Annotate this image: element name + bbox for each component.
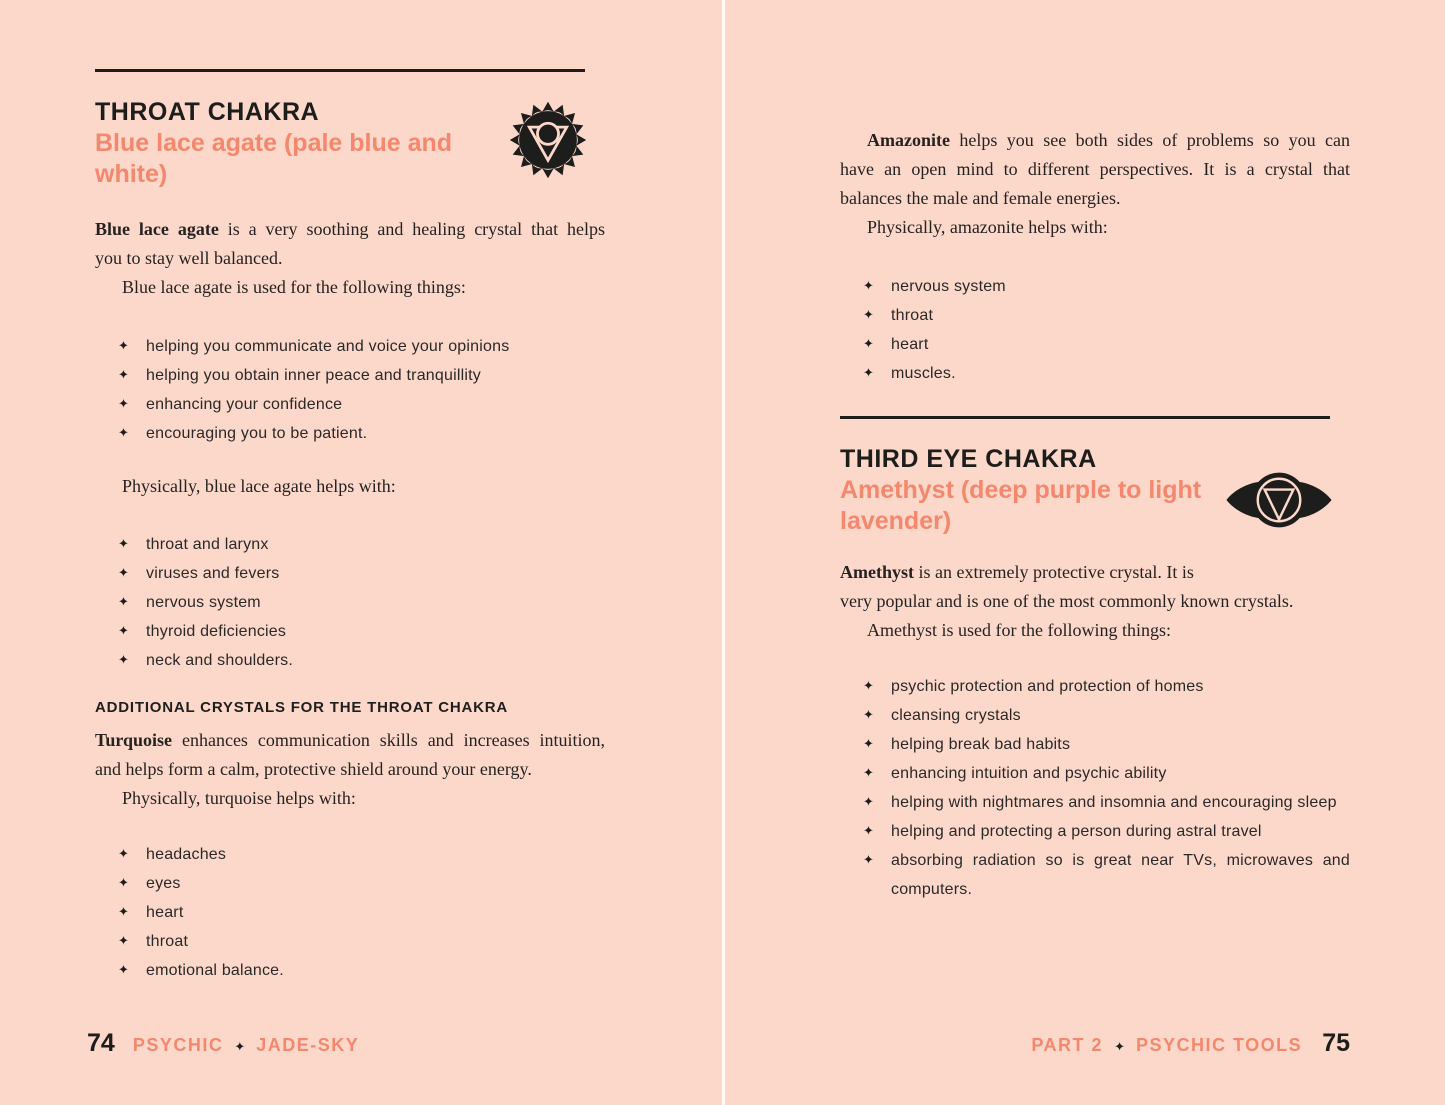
footer-star-icon: ✦ — [1114, 1040, 1125, 1055]
list-item: ✦ throat and larynx — [95, 530, 605, 559]
list-item: ✦ absorbing radiation so is great near TVs, microwaves and computers. — [840, 846, 1350, 904]
section-title: THIRD EYE CHAKRA — [840, 445, 1097, 473]
amazonite-paragraph: Amazonite helps you see both sides of problems so you can have an open mind to different perspectives. It is a crystal that balances the male and female energies. Physically, amazonite helps with: — [840, 126, 1350, 242]
page-right — [840, 0, 1350, 1105]
list-item: ✦ encouraging you to be patient. — [95, 419, 605, 448]
running-book-title: PSYCHIC — [132, 1035, 224, 1055]
star-bullet-icon: ✦ — [118, 934, 130, 949]
star-bullet-icon: ✦ — [863, 737, 875, 752]
star-bullet-icon: ✦ — [118, 339, 130, 354]
star-bullet-icon: ✦ — [863, 766, 875, 781]
list-item: ✦ enhancing your confidence — [95, 390, 605, 419]
physically-line: Physically, amazonite helps with: — [867, 217, 1108, 237]
star-bullet-icon: ✦ — [118, 566, 130, 581]
section-divider-rule — [840, 416, 1330, 419]
star-bullet-icon: ✦ — [118, 905, 130, 920]
list-item: ✦ heart — [95, 898, 605, 927]
star-bullet-icon: ✦ — [118, 876, 130, 891]
star-bullet-icon: ✦ — [118, 963, 130, 978]
star-bullet-icon: ✦ — [863, 308, 875, 323]
list-item: ✦ cleansing crystals — [840, 701, 1350, 730]
star-bullet-icon: ✦ — [118, 847, 130, 862]
running-section-title: PSYCHIC TOOLS — [1135, 1035, 1303, 1055]
star-bullet-icon: ✦ — [863, 279, 875, 294]
list-item: ✦ helping and protecting a person during astral travel — [840, 817, 1350, 846]
list-item: ✦ throat — [840, 301, 1350, 330]
page-footer-right — [1031, 1029, 1350, 1058]
page-number: 74 — [87, 1029, 115, 1057]
list-item: ✦ nervous system — [840, 272, 1350, 301]
star-bullet-icon: ✦ — [118, 595, 130, 610]
page-number: 75 — [1322, 1029, 1350, 1057]
list-item: ✦ viruses and fevers — [95, 559, 605, 588]
list-item: ✦ helping with nightmares and insomnia and encouraging sleep — [840, 788, 1350, 817]
section-divider-rule — [95, 69, 585, 72]
list-item: ✦ enhancing intuition and psychic ability — [840, 759, 1350, 788]
list-item: ✦ nervous system — [95, 588, 605, 617]
list-item: ✦ helping you obtain inner peace and tranquillity — [95, 361, 605, 390]
page-footer-left — [87, 1029, 359, 1058]
amazonite-physical-list — [840, 272, 1350, 388]
physical-list — [95, 530, 605, 675]
crystal-name: Blue lace agate — [95, 219, 219, 239]
list-item: ✦ throat — [95, 927, 605, 956]
star-bullet-icon: ✦ — [118, 653, 130, 668]
star-bullet-icon: ✦ — [863, 679, 875, 694]
amethyst-paragraph: Amethyst is an extremely protective crystal. It is very popular and is one of the most commonly known crystals. Amethyst is used for the following things: — [840, 558, 1350, 645]
section-subtitle: Amethyst (deep purple to light lavender) — [840, 476, 1202, 535]
page-left — [87, 0, 605, 1105]
physically-line: Physically, blue lace agate helps with: — [122, 476, 396, 496]
star-bullet-icon: ✦ — [118, 368, 130, 383]
additional-crystals-heading: ADDITIONAL CRYSTALS FOR THE THROAT CHAKRA — [95, 699, 509, 716]
throat-chakra-icon — [509, 101, 587, 184]
turquoise-physical-list — [95, 840, 605, 985]
list-item: ✦ muscles. — [840, 359, 1350, 388]
used-for-line: Amethyst is used for the following things: — [867, 620, 1171, 640]
third-eye-chakra-icon — [1224, 464, 1334, 541]
turquoise-paragraph: Turquoise enhances communication skills and increases intuition, and helps form a calm, protective shield around your energy. Physically, turquoise helps with: — [95, 726, 605, 813]
star-bullet-icon: ✦ — [863, 853, 875, 868]
list-item: ✦ helping you communicate and voice your opinions — [95, 332, 605, 361]
star-bullet-icon: ✦ — [118, 537, 130, 552]
page-gutter — [722, 0, 725, 1105]
list-item: ✦ helping break bad habits — [840, 730, 1350, 759]
list-item: ✦ thyroid deficiencies — [95, 617, 605, 646]
section-heading-text — [95, 97, 525, 190]
used-for-line: Blue lace agate is used for the following things: — [122, 277, 466, 297]
crystal-name: Amazonite — [867, 130, 950, 150]
star-bullet-icon: ✦ — [863, 708, 875, 723]
section-header-throat — [95, 97, 605, 193]
crystal-name: Turquoise — [95, 730, 173, 750]
list-item: ✦ eyes — [95, 869, 605, 898]
footer-star-icon: ✦ — [234, 1040, 246, 1055]
star-bullet-icon: ✦ — [118, 397, 130, 412]
crystal-name: Amethyst — [840, 562, 914, 582]
list-item: ✦ heart — [840, 330, 1350, 359]
section-subtitle: Blue lace agate (pale blue and white) — [95, 129, 453, 188]
section-title: THROAT CHAKRA — [95, 98, 320, 126]
star-bullet-icon: ✦ — [863, 824, 875, 839]
star-bullet-icon: ✦ — [118, 624, 130, 639]
star-bullet-icon: ✦ — [863, 366, 875, 381]
section-header-third-eye — [840, 444, 1350, 540]
list-item: ✦ neck and shoulders. — [95, 646, 605, 675]
list-item: ✦ headaches — [95, 840, 605, 869]
running-author: JADE-SKY — [256, 1035, 360, 1055]
list-item: ✦ psychic protection and protection of homes — [840, 672, 1350, 701]
section-heading-text — [840, 444, 1270, 537]
star-bullet-icon: ✦ — [863, 795, 875, 810]
star-bullet-icon: ✦ — [118, 426, 130, 441]
running-part-label: PART 2 — [1031, 1035, 1104, 1055]
physically-line: Physically, turquoise helps with: — [122, 788, 356, 808]
intro-paragraph: Blue lace agate is a very soothing and healing crystal that helps you to stay well balanced. Blue lace agate is used for the following things: — [95, 215, 605, 302]
uses-list — [95, 332, 605, 448]
star-bullet-icon: ✦ — [863, 337, 875, 352]
amethyst-uses-list — [840, 672, 1350, 904]
list-item: ✦ emotional balance. — [95, 956, 605, 985]
